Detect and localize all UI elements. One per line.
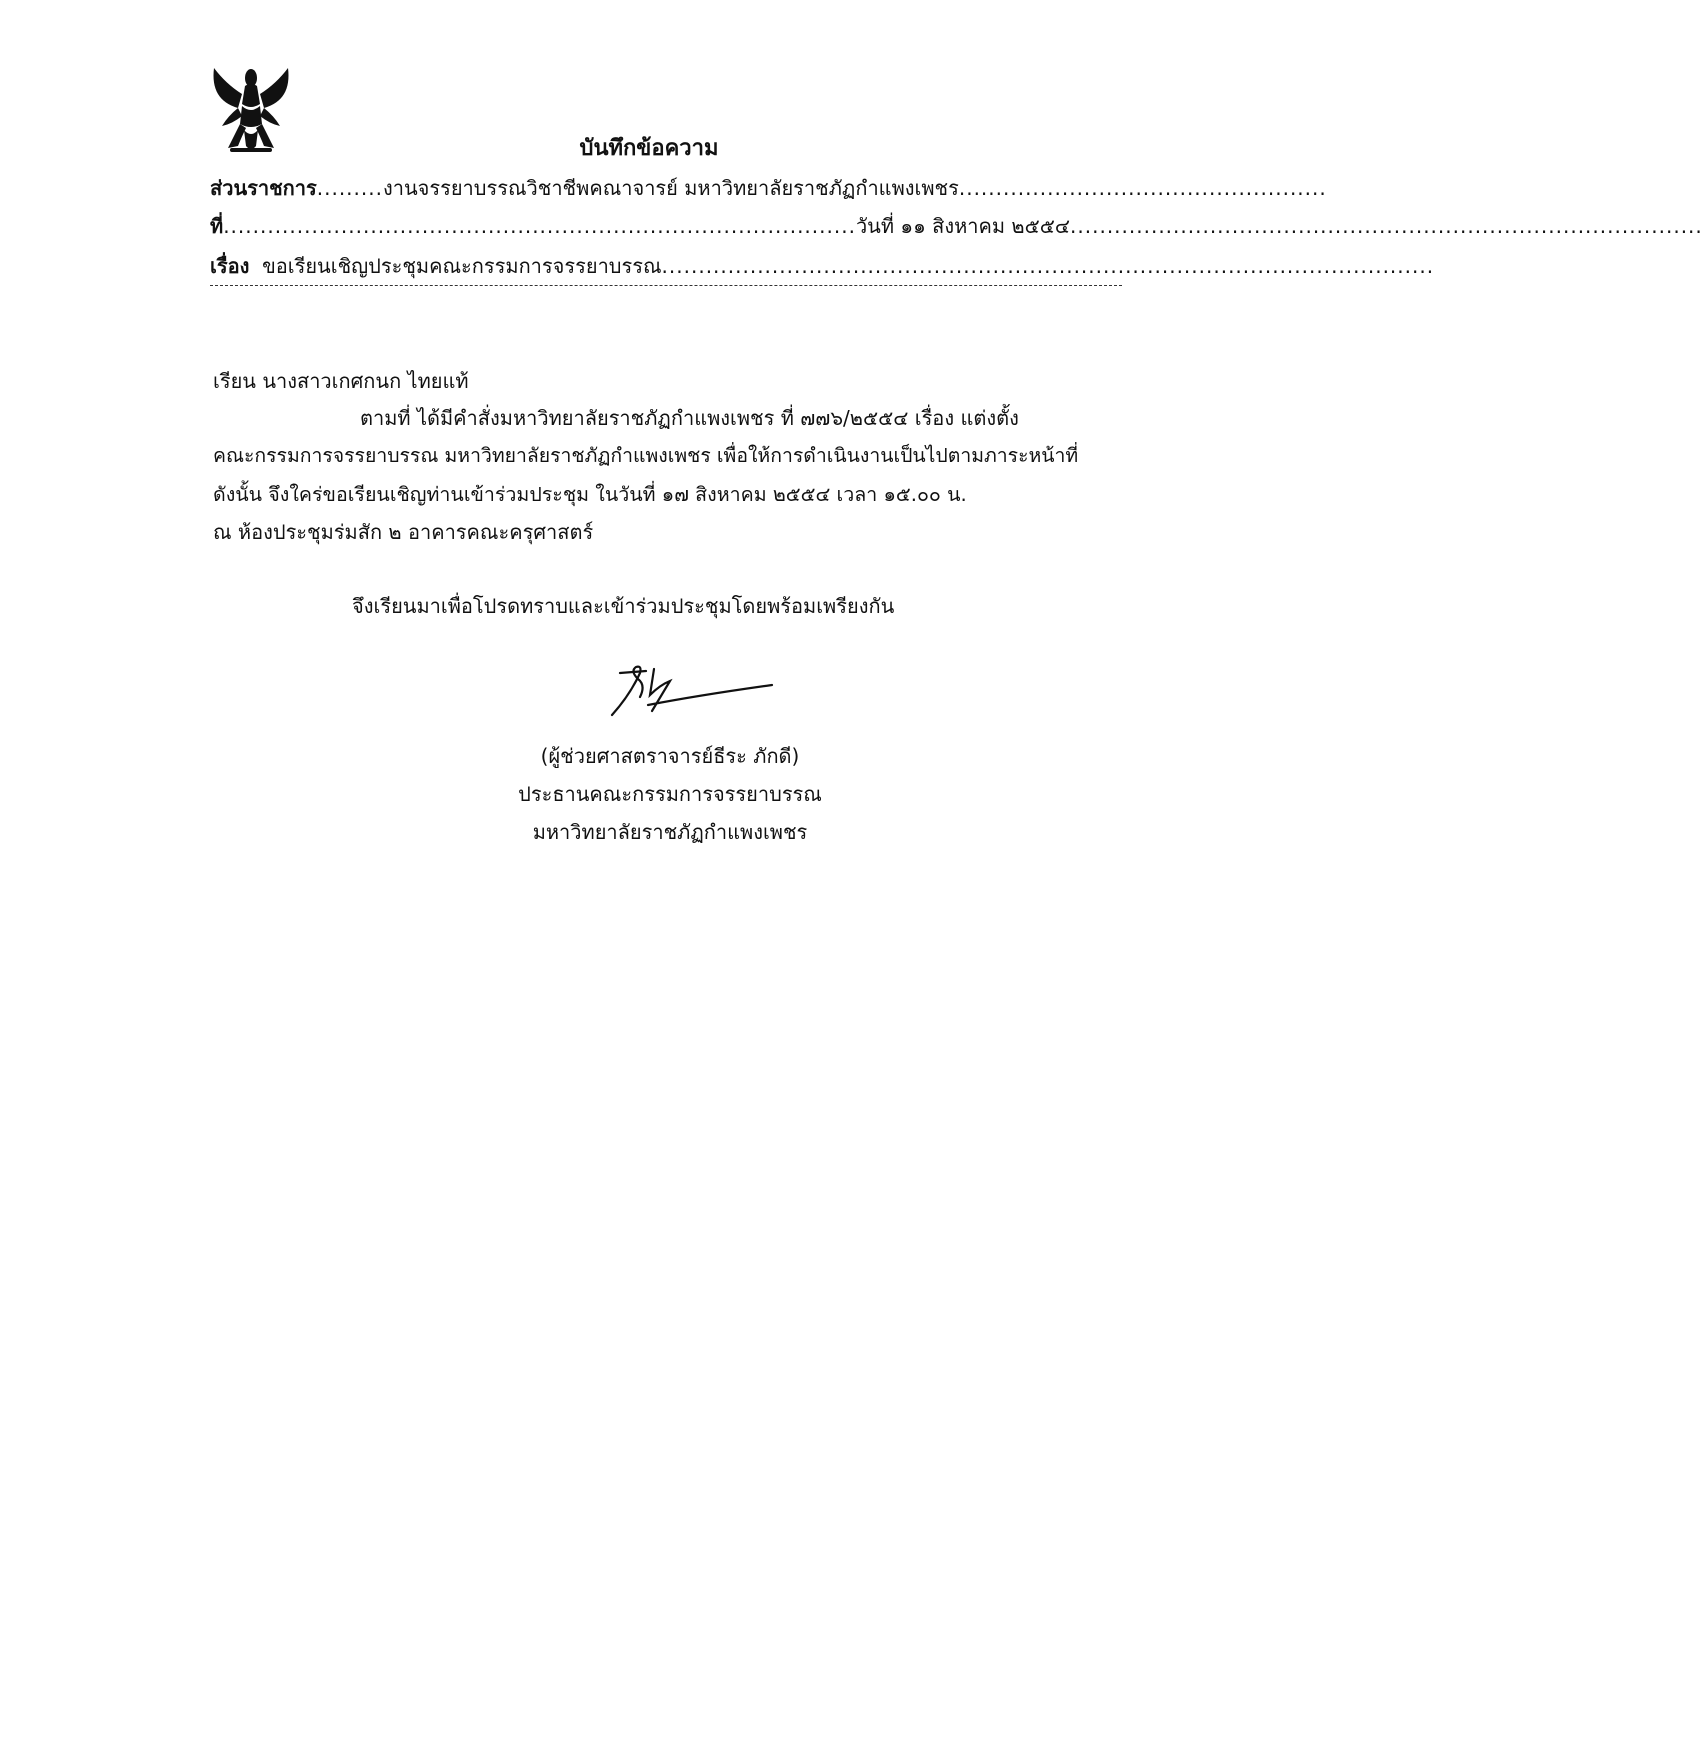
agency-line: ส่วนราชการ.........งานจรรยาบรรณวิชาชีพคณาจารย์ มหาวิทยาลัยราชภัฏกำแพงเพชร.................................................. bbox=[210, 176, 1327, 200]
subject-value: ขอเรียนเชิญประชุมคณะกรรมการจรรยาบรรณ bbox=[262, 254, 662, 278]
handwritten-signature bbox=[600, 655, 780, 725]
signatory-name: (ผู้ช่วยศาสตราจารย์ธีระ ภักดี) bbox=[540, 744, 800, 768]
body-line-4: ณ ห้องประชุมร่มสัก ๒ อาคารคณะครุศาสตร์ bbox=[213, 520, 594, 544]
body-line-2: คณะกรรมการจรรยาบรรณ มหาวิทยาลัยราชภัฏกำแพงเพชร เพื่อให้การดำเนินงานเป็นไปตามภาระหน้าที่ bbox=[213, 444, 1079, 467]
closing-line: จึงเรียนมาเพื่อโปรดทราบและเข้าร่วมประชุมโดยพร้อมเพรียงกัน bbox=[352, 594, 895, 618]
signatory-org: มหาวิทยาลัยราชภัฏกำแพงเพชร bbox=[532, 820, 808, 844]
memo-title: บันทึกข้อความ bbox=[579, 136, 719, 161]
ref-date-line: ที่......................................................................................วันที่ ๑๑ สิงหาคม ๒๕๕๔...................................................................................... bbox=[210, 214, 1703, 238]
body-line-3: ดังนั้น จึงใคร่ขอเรียนเชิญท่านเข้าร่วมประชุม ในวันที่ ๑๗ สิงหาคม ๒๕๕๔ เวลา ๑๕.๐๐ น. bbox=[213, 483, 967, 506]
subject-line: เรื่อง ขอเรียนเชิญประชุมคณะกรรมการจรรยาบรรณ......................................................................................................... bbox=[210, 254, 1435, 278]
salutation: เรียน นางสาวเกศกนก ไทยแท้ bbox=[213, 369, 469, 393]
body-line-1: ตามที่ ได้มีคำสั่งมหาวิทยาลัยราชภัฏกำแพงเพชร ที่ ๗๗๖/๒๕๕๔ เรื่อง แต่งตั้ง bbox=[360, 406, 1019, 430]
date-value: วันที่ ๑๑ สิงหาคม ๒๕๕๔ bbox=[855, 214, 1071, 238]
agency-label: ส่วนราชการ bbox=[210, 176, 317, 200]
agency-value: งานจรรยาบรรณวิชาชีพคณาจารย์ มหาวิทยาลัยราชภัฏกำแพงเพชร bbox=[382, 176, 959, 200]
header-divider bbox=[210, 285, 1122, 286]
ref-label: ที่ bbox=[210, 214, 224, 238]
subject-label: เรื่อง bbox=[210, 254, 250, 278]
signatory-position: ประธานคณะกรรมการจรรยาบรรณ bbox=[518, 782, 822, 806]
